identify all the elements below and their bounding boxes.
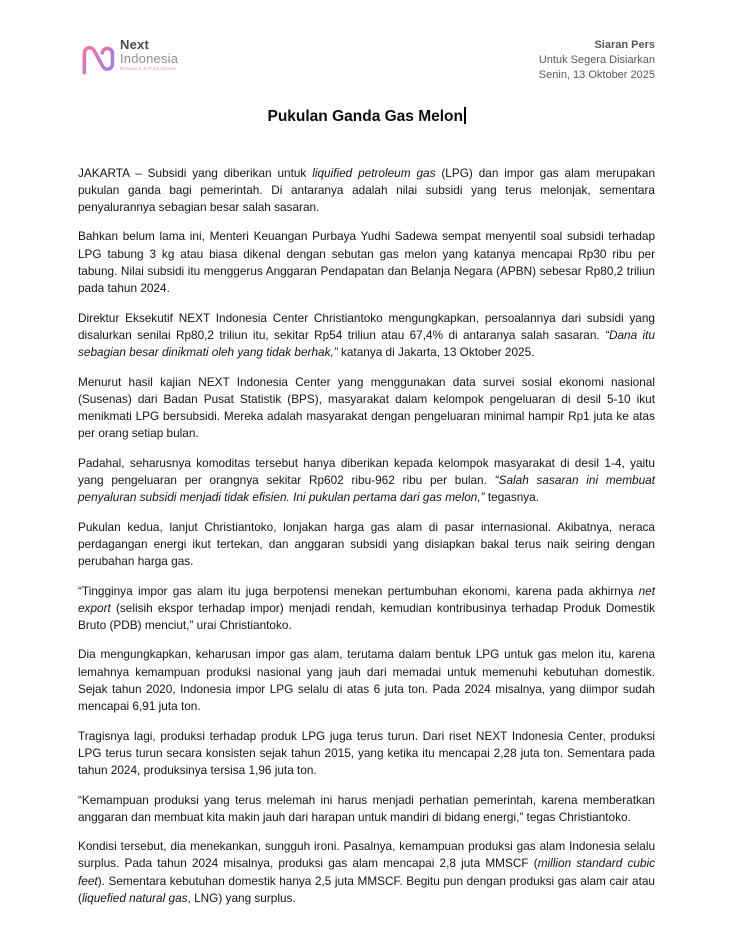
body-paragraph[interactable]	[78, 455, 655, 507]
text-run: Dia mengungkapkan, keharusan impor gas alam, terutama dalam bentuk LPG untuk gas melon itu, karena lemahnya kemampuan produksi nasional yang jauh dari memadai untuk memenuhi kebutuhan domestik. Sejak tahun 2020, Indonesia impor LPG selalu di atas 6 juta ton. Pada 2024 misalnya, yang diimpor sudah mencapai 6,91 juta ton.	[78, 647, 655, 714]
text-run: ). Sementara kebutuhan domestik hanya 2,5 juta MMSCF. Begitu pun dengan produksi gas alam cair atau (	[78, 873, 655, 905]
body-paragraph[interactable]	[78, 583, 655, 635]
logo-tagline: Research & Publications	[120, 66, 176, 71]
press-release-label: Siaran Pers	[594, 39, 655, 51]
text-run: , LNG) yang surplus.	[187, 890, 296, 905]
text-run: JAKARTA – Subsidi yang diberikan untuk	[78, 165, 313, 180]
body-paragraph[interactable]	[78, 310, 655, 362]
logo-wordmark	[120, 38, 178, 72]
text-run: “Kemampuan produksi yang terus melemah ini harus menjadi perhatian pemerintah, karena memberatkan anggaran dan membuat kita makin jauh dari harapan untuk mandiri di bidang energi,” tegas Christiantoko.	[78, 792, 655, 824]
italic-text-run: liquefied natural gas	[81, 890, 188, 905]
text-run: Menurut hasil kajian NEXT Indonesia Center yang menggunakan data survei sosial ekonomi nasional (Susenas) dari Badan Pusat Statistik (BPS), masyarakat dalam kelompok pengeluaran di desil 5-10 ikut menikmati LPG bersubsidi. Mereka adalah masyarakat dengan pengeluaran minimal hampir Rp1 juta ke atas per orang setiap bulan.	[78, 374, 655, 441]
text-run: Padahal, seharusnya komoditas tersebut hanya diberikan kepada kelompok masyarakat di desil 1-4, yaitu yang pengeluaran per orangnya sekitar Rp602 ribu-962 ribu per bulan.	[78, 455, 655, 488]
text-run: Pukulan kedua, lanjut Christiantoko, lonjakan harga gas alam di pasar internasional. Akibatnya, neraca perdagangan energi ikut tertekan, dan anggaran subsidi yang disiapkan bakal terus naik seiring dengan perubahan harga gas.	[78, 519, 655, 569]
logo-word-next: Next	[120, 37, 149, 52]
document-header	[78, 38, 655, 83]
text-run: katanya di Jakarta, 13 Oktober 2025.	[337, 345, 535, 360]
body-paragraph[interactable]	[78, 646, 655, 715]
text-run: (selisih ekspor terhadap impor) menjadi rendah, kemudian kontribusinya terhadap Produk Domestik Bruto (PDB) menciut,” urai Christiantoko.	[78, 600, 655, 633]
text-cursor	[464, 107, 466, 124]
body-paragraph[interactable]	[78, 792, 655, 827]
text-run: (LPG) dan impor gas alam merupakan pukulan ganda bagi pemerintah. Di antaranya adalah nilai subsidi yang terus melonjak, sementara penyalurannya sebagian besar salah sasaran.	[78, 165, 656, 215]
text-run: Kondisi tersebut, dia menekankan, sungguh ironi. Pasalnya, kemampuan produksi gas alam Indonesia selalu surplus. Pada tahun 2024 misalnya, produksi gas alam mencapai 2,8 juta MMSCF (	[78, 839, 655, 871]
italic-text-run: “Salah sasaran ini membuat penyaluran subsidi menjadi tidak efisien. Ini pukulan pertama dari gas melon,”	[78, 473, 655, 505]
text-run: Tragisnya lagi, produksi terhadap produk LPG juga terus turun. Dari riset NEXT Indonesia Center, produksi LPG terus turun secara konsisten sejak tahun 2015, yang ketika itu mencapai 2,28 juta ton. Sementara pada tahun 2024, produksinya tersisa 1,96 juta ton.	[78, 728, 655, 778]
document-body[interactable]	[78, 165, 655, 908]
release-date: Senin, 13 Oktober 2025	[538, 69, 655, 81]
release-instruction: Untuk Segera Disiarkan	[538, 54, 655, 66]
body-paragraph[interactable]	[78, 374, 655, 443]
body-paragraph[interactable]	[78, 838, 655, 907]
document-title[interactable]	[78, 107, 655, 127]
body-paragraph[interactable]	[78, 519, 655, 571]
n-monogram-icon	[78, 39, 116, 81]
italic-text-run: million standard cubic feet	[78, 856, 655, 888]
italic-text-run: net export	[78, 583, 655, 615]
text-run: Bahkan belum lama ini, Menteri Keuangan Purbaya Yudhi Sadewa sempat menyentil soal subsidi terhadap LPG tabung 3 kg atau biasa dikenal dengan sebutan gas melon yang katanya mencapai Rp30 ribu per tabung. Nilai subsidi itu menggerus Anggaran Pendapatan dan Belanja Negara (APBN) sebesar Rp80,2 triliun pada tahun 2024.	[78, 229, 655, 296]
press-release-meta	[539, 38, 655, 83]
body-paragraph[interactable]	[78, 165, 655, 217]
italic-text-run: “Dana itu sebagian besar dinikmati oleh yang tidak berhak,”	[78, 327, 655, 360]
text-run: tegasnya.	[484, 490, 540, 505]
text-run: Direktur Eksekutif NEXT Indonesia Center Christiantoko mengungkapkan, persoalannya dari subsidi yang disalurkan senilai Rp80,2 triliun itu, sekitar Rp54 triliun atau 67,4% di antaranya salah sasaran.	[78, 310, 655, 342]
logo-word-indonesia: Indonesia	[120, 51, 179, 66]
body-paragraph[interactable]	[78, 228, 655, 297]
document-title-text: Pukulan Ganda Gas Melon	[267, 108, 463, 125]
next-indonesia-logo	[78, 38, 178, 81]
italic-text-run: liquified petroleum gas	[312, 165, 436, 180]
body-paragraph[interactable]	[78, 728, 655, 780]
text-run: “Tingginya impor gas alam itu juga berpotensi menekan pertumbuhan ekonomi, karena pada akhirnya	[78, 583, 639, 598]
